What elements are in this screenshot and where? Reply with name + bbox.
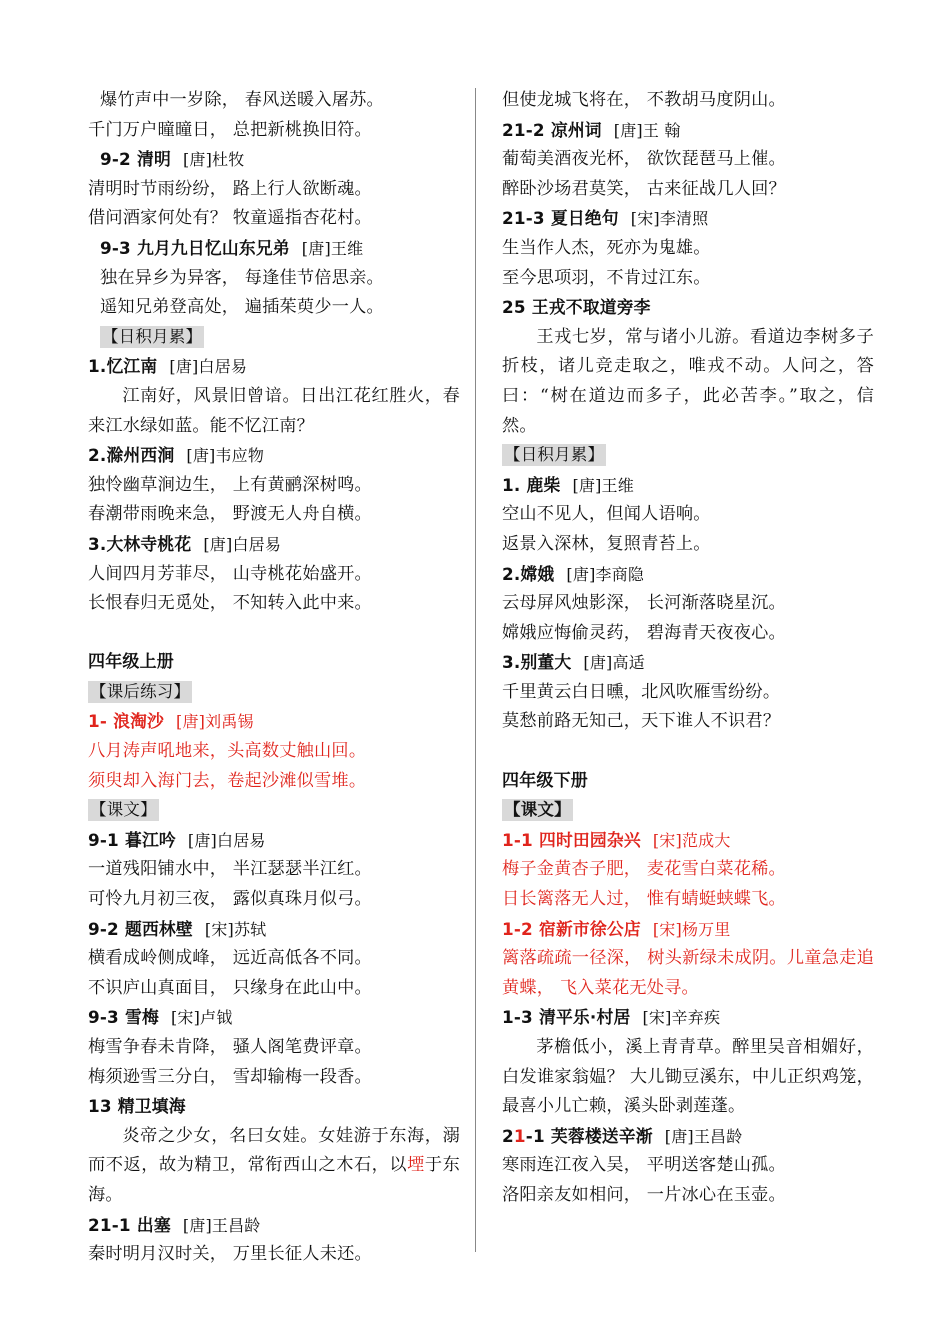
section-tag bbox=[502, 796, 874, 826]
poem-author: [唐]王 翰 bbox=[613, 120, 681, 140]
poem-author: [宋]杨万里 bbox=[652, 919, 731, 939]
poem-author: [唐]王维 bbox=[572, 475, 634, 495]
poem-line: 一道残阳铺水中， 半江瑟瑟半江红。 bbox=[88, 859, 372, 880]
spacer bbox=[502, 737, 874, 767]
tag-label: 【日积月累】 bbox=[102, 326, 203, 346]
prose-paragraph bbox=[88, 1122, 460, 1211]
poem-author: [宋]卢钺 bbox=[170, 1008, 233, 1028]
poem-heading bbox=[88, 707, 460, 737]
prose-text: 炎帝之少女，名曰女娃。女娃游于东海，溺而不返，故为精卫，常衔西山之木石，以 bbox=[88, 1125, 460, 1176]
tag-label: 【日积月累】 bbox=[504, 445, 605, 465]
poem-heading bbox=[88, 826, 460, 856]
poem-title bbox=[502, 1126, 653, 1146]
poem-heading bbox=[502, 116, 874, 146]
poem-heading bbox=[88, 915, 460, 945]
poem-line: 人间四月芳菲尽， 山寺桃花始盛开。 bbox=[88, 563, 372, 584]
poem-line: 梅子金黄杏子肥， 麦花雪白菜花稀。 bbox=[502, 859, 786, 880]
poem-author: [宋]范成大 bbox=[652, 830, 731, 850]
poem-author: [唐]王维 bbox=[301, 238, 364, 258]
poem-title: 25 王戎不取道旁李 bbox=[502, 297, 651, 318]
poem-line: 生当作人杰，死亦为鬼雄。 bbox=[502, 237, 711, 258]
poem-title: 1.忆江南 bbox=[88, 356, 158, 377]
highlighted-char: 堙 bbox=[407, 1155, 425, 1176]
poem-paragraph: 茅檐低小，溪上青青草。醉里吴音相媚好，白发谁家翁媪？ 大儿锄豆溪东，中儿正织鸡笼，最喜小儿亡赖，溪头卧剥莲蓬。 bbox=[502, 1037, 874, 1117]
poem-author: [宋]辛弃疾 bbox=[642, 1008, 721, 1028]
poem-line: 借问酒家何处有？ 牧童遥指杏花村。 bbox=[88, 208, 372, 229]
poem-author: [唐]刘禹锡 bbox=[176, 712, 254, 732]
poem-author: [唐]白居易 bbox=[203, 534, 282, 554]
poem-title: 3.别董大 bbox=[502, 652, 572, 673]
poem-heading bbox=[88, 1092, 460, 1122]
poem-heading bbox=[502, 471, 874, 501]
column-divider bbox=[475, 88, 476, 1252]
poem-title: 2.滁州西涧 bbox=[88, 445, 175, 466]
poem-line: 返景入深林，复照青苔上。 bbox=[502, 533, 711, 554]
section-tag bbox=[502, 441, 874, 471]
poem-paragraph: 江南好，风景旧曾谙。日出江花红胜火，春来江水绿如蓝。能不忆江南？ bbox=[88, 385, 460, 436]
poem-title: 9-3 九月九日忆山东兄弟 bbox=[100, 237, 290, 258]
poem-line: 横看成岭侧成峰， 远近高低各不同。 bbox=[88, 948, 372, 969]
poem-line: 可怜九月初三夜， 露似真珠月似弓。 bbox=[88, 889, 372, 910]
poem-line: 独怜幽草涧边生， 上有黄鹂深树鸣。 bbox=[88, 474, 372, 495]
poem-author: [唐]韦应物 bbox=[186, 446, 265, 466]
prose-paragraph: 王戎七岁，常与诸小儿游。看道边李树多子折枝，诸儿竞走取之，唯戎不动。人问之，答曰：“树在道边而多子，此必苦李。”取之，信然。 bbox=[502, 326, 874, 436]
title-part-red: 1 bbox=[513, 1125, 526, 1146]
poem-line: 洛阳亲友如相问， 一片冰心在玉壶。 bbox=[502, 1184, 786, 1205]
poem-title: 13 精卫填海 bbox=[88, 1096, 186, 1117]
grade-heading: 四年级下册 bbox=[502, 770, 588, 791]
poem-line: 但使龙城飞将在， 不教胡马度阴山。 bbox=[502, 90, 786, 110]
poem-heading bbox=[502, 293, 874, 323]
section-tag bbox=[88, 678, 460, 708]
poem-heading bbox=[502, 1003, 874, 1033]
poem-author: [唐]王昌龄 bbox=[664, 1126, 743, 1146]
poem-line: 千门万户曈曈日， 总把新桃换旧符。 bbox=[88, 119, 372, 140]
poem-author: [唐]白居易 bbox=[169, 357, 248, 377]
poem-heading bbox=[88, 1211, 460, 1241]
poem-title: 9-2 清明 bbox=[100, 149, 171, 170]
poem-line: 日长篱落无人过， 惟有蜻蜓蛱蝶飞。 bbox=[502, 889, 786, 910]
tag-label: 【课文】 bbox=[90, 800, 157, 820]
section-tag bbox=[88, 323, 460, 353]
poem-line: 清明时节雨纷纷， 路上行人欲断魂。 bbox=[88, 178, 372, 199]
poem-title: 1-2 宿新市徐公店 bbox=[502, 918, 641, 939]
poem-line: 遥知兄弟登高处， 遍插茱萸少一人。 bbox=[100, 297, 384, 318]
grade-heading: 四年级上册 bbox=[88, 652, 174, 673]
poem-title: 2.嫦娥 bbox=[502, 563, 555, 584]
poem-title: 3.大林寺桃花 bbox=[88, 533, 192, 554]
poem-heading bbox=[502, 204, 874, 234]
poem-line: 爆竹声中一岁除， 春风送暖入屠苏。 bbox=[100, 90, 384, 110]
poem-heading bbox=[502, 1122, 874, 1152]
poem-title: 1- 浪淘沙 bbox=[88, 711, 165, 732]
poem-line: 长恨春归无觅处， 不知转入此中来。 bbox=[88, 593, 372, 614]
poem-heading bbox=[88, 145, 460, 175]
poem-title: 21-3 夏日绝句 bbox=[502, 208, 619, 229]
poem-author: [唐]白居易 bbox=[187, 830, 266, 850]
poem-title: 21-2 凉州词 bbox=[502, 119, 602, 140]
poem-line: 独在异乡为异客， 每逢佳节倍思亲。 bbox=[100, 267, 384, 288]
poem-heading bbox=[88, 1003, 460, 1033]
poem-line: 秦时明月汉时关， 万里长征人未还。 bbox=[88, 1244, 372, 1265]
poem-line: 八月涛声吼地来，头高数丈触山回。 bbox=[88, 741, 367, 762]
poem-heading bbox=[502, 560, 874, 590]
tag-label: 【课后练习】 bbox=[90, 681, 191, 701]
section-tag bbox=[88, 796, 460, 826]
poem-line: 至今思项羽，不肯过江东。 bbox=[502, 267, 711, 288]
poem-line: 梅雪争春未肯降， 骚人阁笔费评章。 bbox=[88, 1037, 372, 1057]
poem-line: 空山不见人，但闻人语响。 bbox=[502, 504, 711, 525]
left-column bbox=[88, 86, 460, 1270]
poem-line: 梅须逊雪三分白， 雪却输梅一段香。 bbox=[88, 1066, 372, 1087]
poem-line: 春潮带雨晚来急， 野渡无人舟自横。 bbox=[88, 504, 372, 525]
poem-heading bbox=[502, 648, 874, 678]
poem-line: 葡萄美酒夜光杯， 欲饮琵琶马上催。 bbox=[502, 149, 786, 170]
poem-author: [唐]高适 bbox=[583, 653, 645, 673]
poem-title: 9-2 题西林壁 bbox=[88, 918, 193, 939]
poem-heading bbox=[88, 441, 460, 471]
poem-line: 寒雨连江夜入吴， 平明送客楚山孤。 bbox=[502, 1155, 786, 1176]
poem-heading bbox=[502, 915, 874, 945]
poem-heading bbox=[88, 234, 460, 264]
right-column bbox=[502, 86, 874, 1211]
poem-title: 9-1 暮江吟 bbox=[88, 829, 176, 850]
prose-text: 于东海。 bbox=[88, 1155, 460, 1205]
title-part: 2 bbox=[502, 1125, 514, 1146]
poem-line: 云母屏风烛影深， 长河渐落晓星沉。 bbox=[502, 593, 786, 614]
poem-title: 1-3 清平乐·村居 bbox=[502, 1007, 631, 1028]
poem-author: [宋]苏轼 bbox=[204, 919, 267, 939]
poem-heading bbox=[88, 352, 460, 382]
poem-line: 嫦娥应悔偷灵药， 碧海青天夜夜心。 bbox=[502, 622, 786, 643]
poem-title: 1. 鹿柴 bbox=[502, 474, 561, 495]
poem-title: 21-1 出塞 bbox=[88, 1214, 171, 1235]
poem-line: 须臾却入海门去，卷起沙滩似雪堆。 bbox=[88, 770, 367, 791]
tag-label: 【课文】 bbox=[504, 800, 571, 820]
poem-author: [唐]李商隐 bbox=[566, 564, 645, 584]
poem-heading bbox=[502, 826, 874, 856]
poem-line: 莫愁前路无知己，天下谁人不识君？ bbox=[502, 711, 781, 732]
poem-author: [宋]李清照 bbox=[630, 209, 709, 229]
poem-author: [唐]杜牧 bbox=[182, 150, 245, 170]
spacer bbox=[88, 619, 460, 649]
poem-title: 9-3 雪梅 bbox=[88, 1007, 159, 1028]
poem-line: 千里黄云白日曛，北风吹雁雪纷纷。 bbox=[502, 681, 781, 702]
poem-paragraph: 篱落疏疏一径深， 树头新绿未成阴。儿童急走追黄蝶， 飞入菜花无处寻。 bbox=[502, 948, 874, 998]
title-part: -1 芙蓉楼送辛渐 bbox=[525, 1125, 653, 1146]
poem-author: [唐]王昌龄 bbox=[182, 1215, 261, 1235]
poem-line: 醉卧沙场君莫笑， 古来征战几人回？ bbox=[502, 178, 786, 199]
poem-title: 1-1 四时田园杂兴 bbox=[502, 829, 641, 850]
poem-line: 不识庐山真面目， 只缘身在此山中。 bbox=[88, 977, 372, 998]
poem-heading bbox=[88, 530, 460, 560]
